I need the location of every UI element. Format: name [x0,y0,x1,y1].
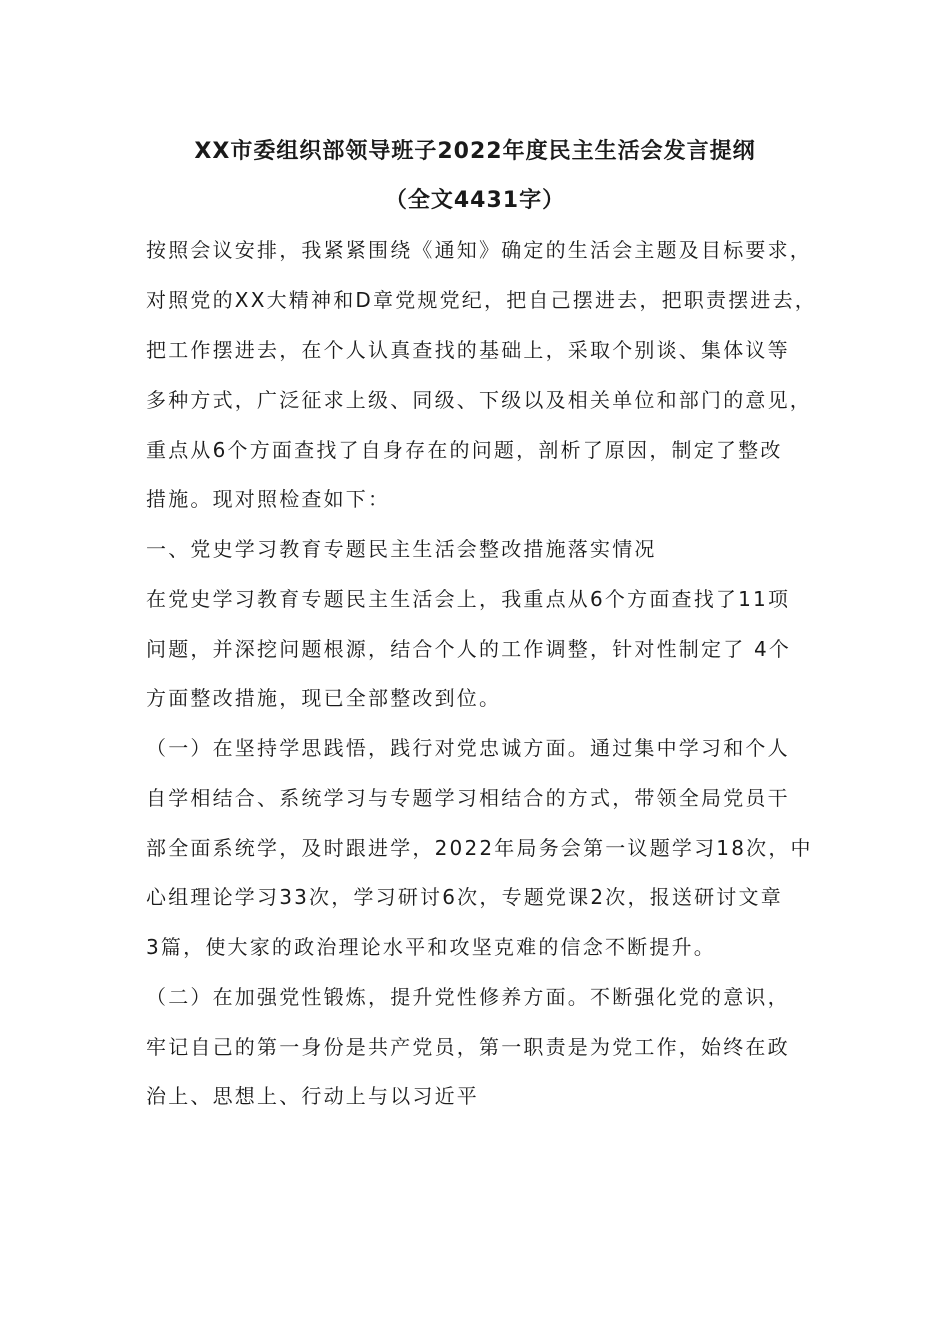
subsection-line: （一）在坚持学思践悟，践行对党忠诚方面。通过集中学习和个人 [146,736,790,760]
document-subtitle-word-count: （全文4431字） [384,188,566,213]
body-line: 措施。现对照检查如下： [146,487,391,511]
subsection-line: （二）在加强党性锻炼，提升党性修养方面。不断强化党的意识， [146,985,790,1009]
body-line: 把工作摆进去，在个人认真查找的基础上，采取个别谈、集体议等 [146,338,790,362]
body-line: 多种方式，广泛征求上级、同级、下级以及相关单位和部门的意见， [146,388,812,412]
body-line: 问题，并深挖问题根源，结合个人的工作调整，针对性制定了 4个 [146,637,792,661]
body-line: 牢记自己的第一身份是共产党员，第一职责是为党工作，始终在政 [146,1035,790,1059]
body-line: 心组理论学习33次，学习研讨6次，专题党课2次，报送研讨文章 [146,885,783,909]
section-heading: 一、党史学习教育专题民主生活会整改措施落实情况 [146,537,657,561]
body-line: 3篇，使大家的政治理论水平和攻坚克难的信念不断提升。 [146,935,716,959]
body-line: 部全面系统学，及时跟进学，2022年局务会第一议题学习18次，中 [146,836,813,860]
document-title: XX市委组织部领导班子2022年度民主生活会发言提纲 [194,139,756,164]
body-line: 治上、思想上、行动上与以习近平 [146,1084,479,1108]
body-line: 在党史学习教育专题民主生活会上，我重点从6个方面查找了11项 [146,587,791,611]
body-line: 按照会议安排，我紧紧围绕《通知》确定的生活会主题及目标要求， [146,238,812,262]
body-line: 方面整改措施，现已全部整改到位。 [146,686,502,710]
body-line: 重点从6个方面查找了自身存在的问题，剖析了原因，制定了整改 [146,438,783,462]
body-line: 自学相结合、系统学习与专题学习相结合的方式，带领全局党员干 [146,786,790,810]
body-line: 对照党的XX大精神和D章党规党纪，把自己摆进去，把职责摆进去， [146,288,818,312]
